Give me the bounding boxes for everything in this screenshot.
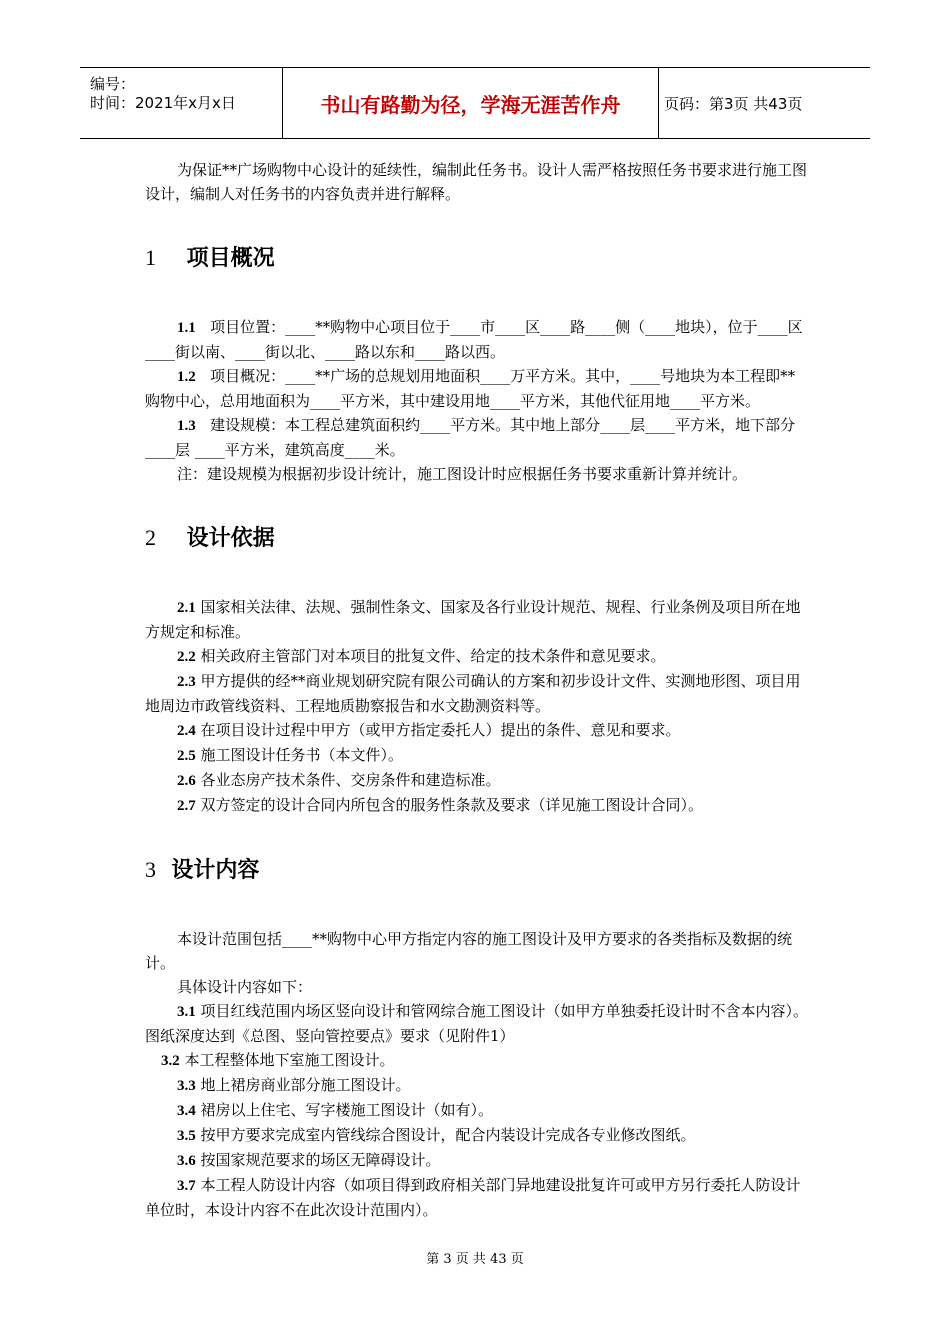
item-number: 3.7 (177, 1178, 196, 1194)
item-text: 建设规模：本工程总建筑面积约____平方米。其中地上部分____层____平方米，地下部分____层 ____平方米，建筑高度____米。 (145, 416, 796, 459)
section-1-heading (145, 242, 810, 275)
item-text: 双方签定的设计合同内所包含的服务性条款及要求（详见施工图设计合同）。 (200, 796, 704, 814)
section-intro: 具体设计内容如下： (177, 978, 313, 996)
list-item (145, 1148, 810, 1173)
section-title: 设计依据 (186, 526, 275, 551)
list-item (145, 1098, 810, 1123)
item-text: 裙房以上住宅、写字楼施工图设计（如有）。 (200, 1101, 494, 1119)
list-item (145, 595, 810, 644)
item-number: 2.7 (177, 798, 196, 814)
item-text: 各业态房产技术条件、交房条件和建造标准。 (200, 771, 501, 789)
header-meta-cell (80, 68, 283, 138)
list-item (145, 793, 810, 818)
list-item (145, 315, 810, 364)
section-number: 1 (145, 245, 156, 270)
item-number: 3.4 (177, 1103, 196, 1119)
item-number: 1.1 (177, 320, 196, 336)
item-text: 按甲方要求完成室内管线综合图设计，配合内装设计完成各专业修改图纸。 (200, 1126, 696, 1144)
item-number: 1.2 (177, 369, 196, 385)
document-body (145, 158, 810, 1222)
list-item (145, 743, 810, 768)
section-number: 3 (145, 857, 156, 882)
item-number: 3.3 (177, 1078, 196, 1094)
list-item (145, 364, 810, 413)
item-text: 项目位置：____**购物中心项目位于____市____区____路____侧（____地块），位于____区____街以南、____街以北、____路以东和____路以西。 (145, 318, 803, 361)
section-intro: 本设计范围包括____**购物中心甲方指定内容的施工图设计及甲方要求的各类指标及数据的统计。 (145, 930, 793, 972)
item-text: 项目红线范围内场区竖向设计和管网综合施工图设计（如甲方单独委托设计时不含本内容）。图纸深度达到《总图、竖向管控要点》要求（见附件1） (145, 1002, 809, 1045)
item-number: 3.1 (177, 1004, 196, 1020)
list-item (145, 768, 810, 793)
item-number: 3.6 (177, 1153, 196, 1169)
item-number: 2.5 (177, 748, 196, 764)
note-paragraph: 注：建设规模为根据初步设计统计，施工图设计时应根据任务书要求重新计算并统计。 (177, 465, 748, 483)
page-header (80, 67, 870, 139)
section-title: 项目概况 (186, 246, 275, 271)
page-info-text: 页码：第3页 共43页 (664, 94, 803, 113)
list-item (145, 1073, 810, 1098)
header-motto: 书山有路勤为径，学海无涯苦作舟 (283, 68, 659, 138)
doc-date-label: 时间：2021年x月x日 (90, 94, 236, 112)
item-number: 3.5 (177, 1128, 196, 1144)
item-number: 2.6 (177, 773, 196, 789)
item-text: 本工程人防设计内容（如项目得到政府相关部门异地建设批复许可或甲方另行委托人防设计单位时，本设计内容不在此次设计范围内）。 (145, 1176, 801, 1219)
intro-paragraph: 为保证**广场购物中心设计的延续性，编制此任务书。设计人需严格按照任务书要求进行施工图设计，编制人对任务书的内容负责并进行解释。 (145, 161, 808, 203)
list-item (145, 999, 810, 1048)
item-number: 2.4 (177, 723, 196, 739)
section-2-heading (145, 522, 810, 555)
item-text: 按国家规范要求的场区无障碍设计。 (200, 1151, 441, 1169)
list-item (145, 644, 810, 669)
item-number: 2.2 (177, 649, 196, 665)
item-text: 在项目设计过程中甲方（或甲方指定委托人）提出的条件、意见和要求。 (200, 721, 681, 739)
item-number: 2.3 (177, 674, 196, 690)
section-number: 2 (145, 525, 156, 550)
section-title: 设计内容 (171, 858, 260, 883)
item-text: 相关政府主管部门对本项目的批复文件、给定的技术条件和意见要求。 (200, 647, 666, 665)
list-item (145, 1123, 810, 1148)
item-number: 2.1 (177, 600, 196, 616)
section-3-heading (145, 854, 810, 887)
item-text: 本工程整体地下室施工图设计。 (184, 1051, 395, 1069)
list-item (145, 669, 810, 718)
item-text: 项目概况：____**广场的总规划用地面积____万平方米。其中，____号地块为本工程即**购物中心，总用地面积为____平方米，其中建设用地____平方米，其他代征用地____平方米。 (145, 367, 796, 410)
list-item (145, 1048, 810, 1073)
item-number: 3.2 (161, 1053, 180, 1069)
list-item (145, 718, 810, 743)
list-item (145, 1173, 810, 1222)
item-text: 国家相关法律、法规、强制性条文、国家及各行业设计规范、规程、行业条例及项目所在地方规定和标准。 (145, 598, 801, 641)
header-page-info (664, 68, 870, 138)
page-footer: 第 3 页 共 43 页 (426, 1252, 524, 1267)
item-text: 施工图设计任务书（本文件）。 (200, 746, 404, 764)
item-number: 1.3 (177, 418, 196, 434)
doc-code-label: 编号： (90, 75, 136, 93)
item-text: 甲方提供的经**商业规划研究院有限公司确认的方案和初步设计文件、实测地形图、项目用地周边市政管线资料、工程地质勘察报告和水文勘测资料等。 (145, 672, 801, 715)
item-text: 地上裙房商业部分施工图设计。 (200, 1076, 411, 1094)
list-item (145, 413, 810, 462)
